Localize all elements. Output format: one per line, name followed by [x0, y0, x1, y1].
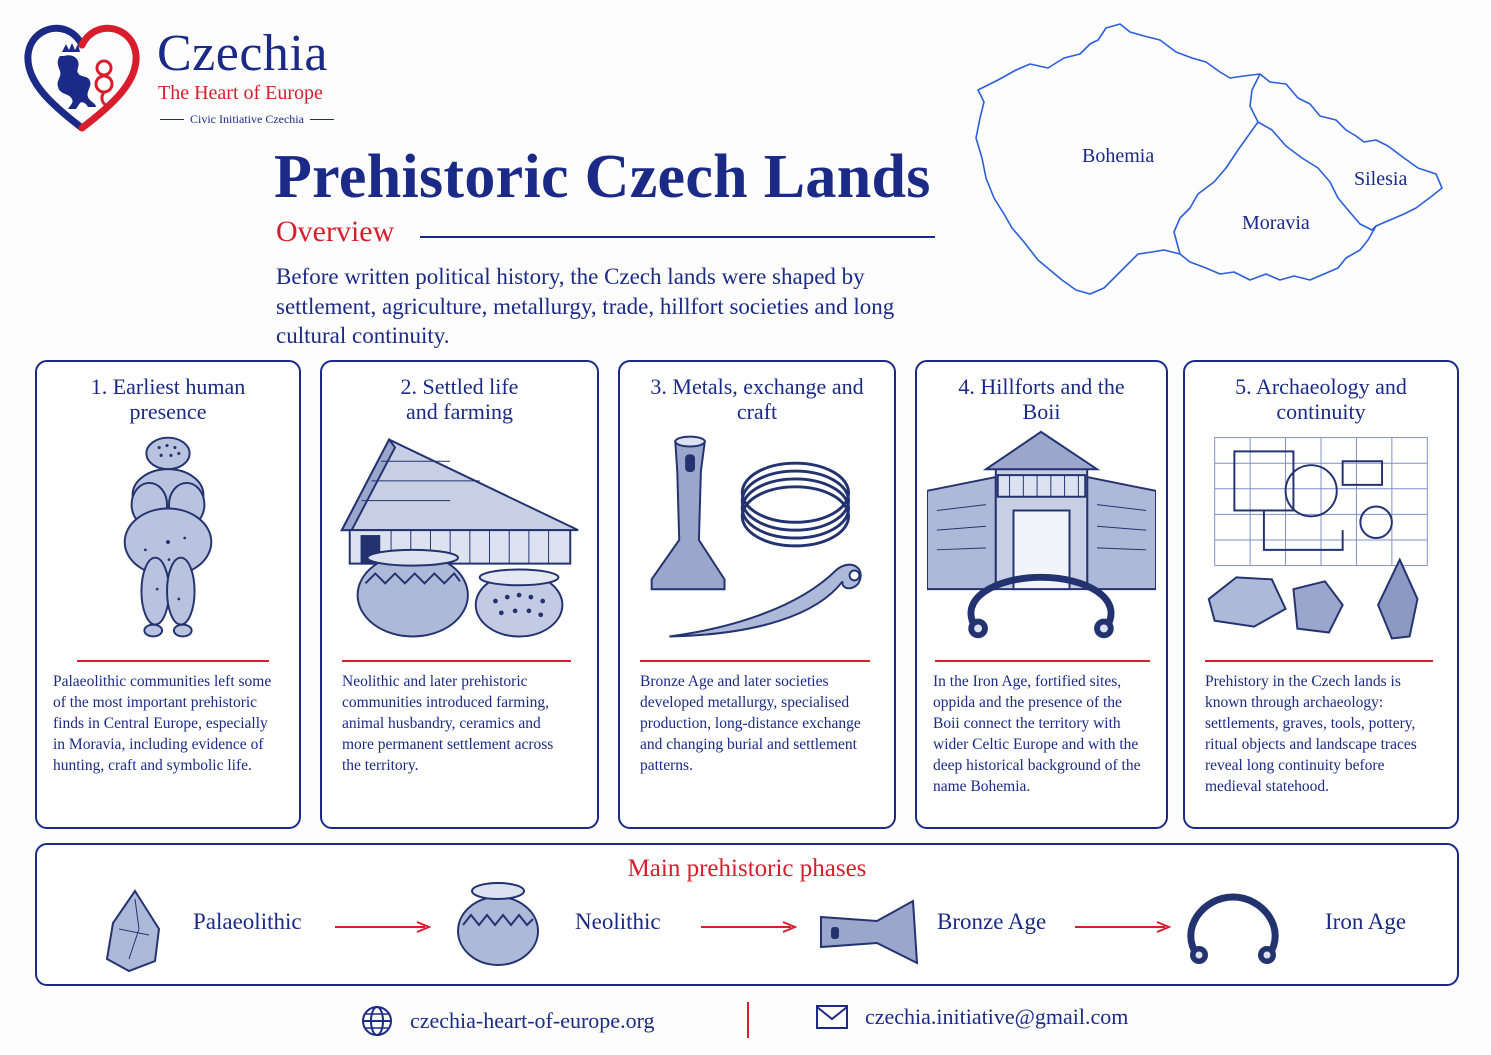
czech-lands-map	[968, 18, 1448, 298]
logo	[22, 20, 352, 135]
email-link[interactable]: czechia.initiative@gmail.com	[865, 1004, 1129, 1029]
card-divider	[640, 660, 870, 662]
footer	[0, 1000, 1491, 1040]
map-label-silesia: Silesia	[1354, 168, 1408, 190]
card-divider	[342, 660, 571, 662]
torc-icon	[1177, 889, 1289, 969]
bronze-artifacts-illustration	[630, 430, 884, 648]
card-title: 2. Settled life and farming	[400, 374, 519, 424]
card-divider	[935, 660, 1150, 662]
card-hillforts-boii	[915, 360, 1168, 829]
brand-name: Czechia	[157, 25, 328, 82]
longhouse-and-pottery-illustration	[332, 430, 587, 648]
overview-heading: Overview	[276, 215, 395, 248]
card-title: 3. Metals, exchange and craft	[650, 374, 864, 424]
card-text: In the Iron Age, fortified sites, oppida and the presence of the Boii connect the territory with wider Celtic Europe and with the deep historical background of the name Bohemia.	[933, 673, 1141, 795]
phase-label-neolithic: Neolithic	[575, 909, 661, 934]
card-title: 4. Hillforts and the Boii	[958, 374, 1125, 424]
card-archaeology-continuity	[1183, 360, 1459, 829]
card-title: 1. Earliest human presence	[90, 374, 246, 424]
page-title: Prehistoric Czech Lands	[274, 143, 931, 211]
intro-paragraph: Before written political history, the Czech lands were shaped by settlement, agriculture, metallurgy, trade, hillfort societies and long cultural continuity.	[276, 264, 895, 348]
overview-divider	[420, 236, 935, 238]
card-title: 5. Archaeology and continuity	[1235, 374, 1407, 424]
phase-label-palaeolithic: Palaeolithic	[193, 909, 302, 934]
arrow-right-icon	[335, 921, 431, 933]
card-text: Prehistory in the Czech lands is known through archaeology: settlements, graves, tools, pottery, ritual objects and landscape traces reveal long continuity before medieval statehood.	[1205, 673, 1417, 795]
card-settled-life-farming	[320, 360, 599, 829]
footer-website[interactable]	[360, 1004, 655, 1038]
civic-text: Civic Initiative Czechia	[190, 112, 304, 126]
hillfort-gate-and-torc-illustration	[927, 430, 1156, 648]
card-text: Neolithic and later prehistoric communities introduced farming, animal husbandry, ceramics and more permanent settlement across the territory.	[342, 673, 554, 774]
phase-label-iron-age: Iron Age	[1325, 909, 1407, 934]
brand-tagline: The Heart of Europe	[158, 82, 323, 104]
card-text: Palaeolithic communities left some of the most important prehistoric finds in Central Europe, especially in Moravia, including evidence of hunting, craft and symbolic life.	[53, 673, 272, 774]
civic-initiative-label	[160, 112, 334, 127]
card-earliest-human-presence	[35, 360, 301, 829]
bronze-axe-icon	[817, 897, 921, 967]
card-divider	[1205, 660, 1433, 662]
envelope-icon	[815, 1004, 849, 1030]
venus-figurine-illustration	[47, 430, 289, 648]
globe-icon	[360, 1004, 394, 1038]
website-link[interactable]: czechia-heart-of-europe.org	[410, 1008, 655, 1033]
excavation-plan-and-stone-tools-illustration	[1195, 430, 1447, 648]
phases-title: Main prehistoric phases	[627, 855, 867, 882]
heart-lion-emblem	[22, 20, 142, 135]
arrow-right-icon	[1075, 921, 1171, 933]
pottery-icon	[455, 877, 541, 967]
card-metals-exchange-craft	[618, 360, 896, 829]
map-label-moravia: Moravia	[1242, 212, 1310, 234]
hand-axe-icon	[99, 889, 169, 973]
arrow-right-icon	[701, 921, 797, 933]
card-divider	[77, 660, 269, 662]
phase-label-bronze-age: Bronze Age	[937, 909, 1047, 934]
footer-email[interactable]	[815, 1004, 1128, 1030]
footer-divider	[747, 1002, 749, 1038]
card-text: Bronze Age and later societies developed metallurgy, specialised production, long-distance exchange and changing burial and settlement patterns.	[640, 673, 861, 774]
phases-timeline	[35, 843, 1459, 986]
map-label-bohemia: Bohemia	[1082, 145, 1155, 167]
